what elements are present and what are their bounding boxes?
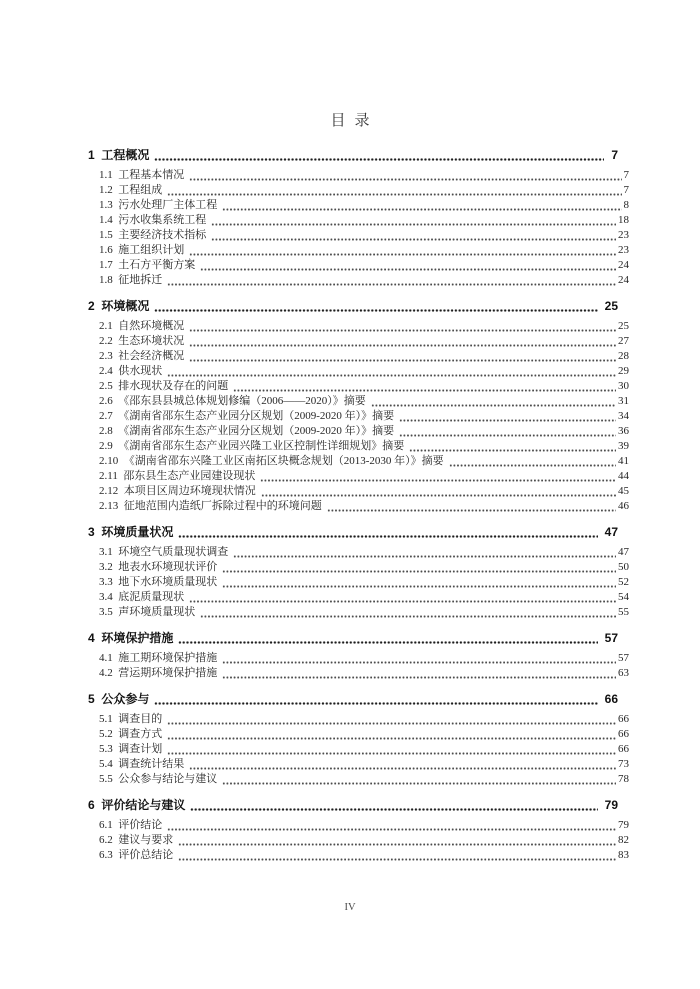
toc-entry-label: 2.3 社会经济概况 — [99, 350, 185, 362]
toc-sub-entry[interactable] — [88, 772, 629, 787]
dot-leader — [167, 283, 616, 286]
toc-sub-entry[interactable] — [88, 666, 629, 681]
dot-leader — [189, 767, 616, 770]
page-title: 目录 — [330, 113, 379, 129]
toc-entry-label: 2.9 《湖南省邵东生态产业园兴隆工业区控制性详细规划》摘要 — [99, 440, 405, 452]
toc-entry-page: 44 — [618, 470, 629, 482]
toc-entry-label: 2.7 《湖南省邵东生态产业园分区规划（2009-2020 年）》摘要 — [99, 410, 395, 422]
toc-entry-label: 4.1 施工期环境保护措施 — [99, 652, 218, 664]
toc-sub-entry[interactable] — [88, 198, 629, 213]
toc-entry-page: 25 — [618, 320, 629, 332]
toc-entry-page: 78 — [618, 773, 629, 785]
toc-entry-label: 6.2 建议与要求 — [99, 834, 174, 846]
dot-leader — [222, 661, 616, 664]
dot-leader — [167, 193, 621, 196]
toc-entry-page: 50 — [618, 561, 629, 573]
toc-entry-page: 82 — [618, 834, 629, 846]
toc-sub-entry[interactable] — [88, 424, 629, 439]
toc-entry-label: 4.2 营运期环境保护措施 — [99, 667, 218, 679]
dot-leader — [167, 722, 616, 725]
toc-entry-page: 79 — [604, 798, 618, 812]
toc-sub-entry[interactable] — [88, 469, 629, 484]
dot-leader — [200, 615, 616, 618]
toc-entry-page: 36 — [618, 425, 629, 437]
dot-leader — [222, 208, 621, 211]
toc-entry-page: 73 — [618, 758, 629, 770]
toc-sub-entry[interactable] — [88, 183, 629, 198]
toc-entry-page: 39 — [618, 440, 629, 452]
dot-leader — [189, 329, 616, 332]
toc-sub-entry[interactable] — [88, 590, 629, 605]
toc-entry-page: 34 — [618, 410, 629, 422]
toc-entry-label: 1.3 污水处理厂主体工程 — [99, 199, 218, 211]
toc-entry-page: 29 — [618, 365, 629, 377]
toc-entry-label: 2 环境概况 — [88, 299, 150, 313]
toc-entry-label: 1.5 主要经济技术指标 — [99, 229, 207, 241]
toc-sub-entry[interactable] — [88, 833, 629, 848]
toc-sub-entry[interactable] — [88, 545, 629, 560]
toc-sub-entry[interactable] — [88, 319, 629, 334]
dot-leader — [399, 419, 616, 422]
toc-section-entry[interactable] — [88, 524, 618, 540]
dot-leader — [189, 178, 621, 181]
toc-sub-entry[interactable] — [88, 258, 629, 273]
toc-sub-entry[interactable] — [88, 228, 629, 243]
toc-entry-page: 24 — [618, 274, 629, 286]
toc-sub-entry[interactable] — [88, 742, 629, 757]
toc-sub-entry[interactable] — [88, 848, 629, 863]
toc-sub-entry[interactable] — [88, 712, 629, 727]
toc-entry-page: 79 — [618, 819, 629, 831]
toc-sub-entry[interactable] — [88, 394, 629, 409]
dot-leader — [154, 702, 597, 705]
dot-leader — [327, 509, 616, 512]
toc-sub-entry[interactable] — [88, 273, 629, 288]
dot-leader — [178, 641, 597, 644]
toc-section-entry[interactable] — [88, 298, 618, 314]
toc-entry-page: 31 — [618, 395, 629, 407]
toc-entry-label: 5.1 调查目的 — [99, 713, 163, 725]
toc-entry-label: 3.2 地表水环境现状评价 — [99, 561, 218, 573]
toc-entry-label: 2.10 《湖南省邵东兴隆工业区南拓区块概念规划（2013-2030 年）》摘要 — [99, 455, 444, 467]
toc-entry-label: 2.11 邵东县生态产业园建设现状 — [99, 470, 256, 482]
toc-entry-page: 47 — [604, 525, 618, 539]
toc-entry-label: 2.2 生态环境状况 — [99, 335, 185, 347]
toc-sub-entry[interactable] — [88, 364, 629, 379]
toc-sub-entry[interactable] — [88, 818, 629, 833]
dot-leader — [154, 309, 597, 312]
dot-leader — [233, 389, 616, 392]
toc-entry-label: 5.2 调查方式 — [99, 728, 163, 740]
dot-leader — [222, 782, 616, 785]
toc-entry-label: 6.1 评价结论 — [99, 819, 163, 831]
dot-leader — [154, 158, 604, 161]
toc-sub-entry[interactable] — [88, 168, 629, 183]
toc-entry-label: 2.6 《邵东县县城总体规划修编（2006——2020）》摘要 — [99, 395, 366, 407]
toc-entry-label: 1.2 工程组成 — [99, 184, 163, 196]
dot-leader — [189, 600, 616, 603]
toc-entry-page: 47 — [618, 546, 629, 558]
toc-entry-label: 1.4 污水收集系统工程 — [99, 214, 207, 226]
toc-section-entry[interactable] — [88, 630, 618, 646]
toc-entry-page: 24 — [618, 259, 629, 271]
toc-entry-page: 23 — [618, 244, 629, 256]
dot-leader — [189, 253, 616, 256]
toc-entry-page: 7 — [623, 184, 629, 196]
toc-sub-entry[interactable] — [88, 349, 629, 364]
toc-entry-page: 66 — [618, 713, 629, 725]
toc-entry-page: 8 — [623, 199, 629, 211]
toc-entry-page: 46 — [618, 500, 629, 512]
toc-section-entry[interactable] — [88, 691, 618, 707]
toc-sub-entry[interactable] — [88, 334, 629, 349]
toc-entry-label: 3.3 地下水环境质量现状 — [99, 576, 218, 588]
toc-entry-label: 1.7 土石方平衡方案 — [99, 259, 196, 271]
dot-leader — [167, 828, 616, 831]
toc-entry-page: 83 — [618, 849, 629, 861]
toc-entry-label: 2.1 自然环境概况 — [99, 320, 185, 332]
dot-leader — [190, 808, 597, 811]
toc-entry-label: 1.6 施工组织计划 — [99, 244, 185, 256]
toc-entry-page: 57 — [618, 652, 629, 664]
toc-sub-entry[interactable] — [88, 605, 629, 620]
toc-entry-label: 6 评价结论与建议 — [88, 798, 186, 812]
dot-leader — [189, 359, 616, 362]
toc-sub-entry[interactable] — [88, 499, 629, 514]
toc-entry-label: 5.4 调查统计结果 — [99, 758, 185, 770]
toc-entry-label: 5.5 公众参与结论与建议 — [99, 773, 218, 785]
toc-section-entry[interactable] — [88, 797, 618, 813]
toc-sub-entry[interactable] — [88, 454, 629, 469]
toc-sub-entry[interactable] — [88, 575, 629, 590]
toc-entry-label: 4 环境保护措施 — [88, 631, 174, 645]
toc-list — [88, 137, 629, 863]
toc-sub-entry[interactable] — [88, 651, 629, 666]
toc-entry-page: 30 — [618, 380, 629, 392]
toc-section-entry[interactable] — [88, 147, 618, 163]
toc-entry-label: 2.13 征地范围内造纸厂拆除过程中的环境问题 — [99, 500, 322, 512]
toc-entry-page: 66 — [618, 728, 629, 740]
toc-sub-entry[interactable] — [88, 243, 629, 258]
toc-sub-entry[interactable] — [88, 213, 629, 228]
toc-entry-page: 7 — [623, 169, 629, 181]
toc-entry-label: 2.12 本项目区周边环境现状情况 — [99, 485, 256, 497]
dot-leader — [371, 404, 616, 407]
toc-entry-label: 3.4 底泥质量现状 — [99, 591, 185, 603]
toc-entry-label: 2.5 排水现状及存在的问题 — [99, 380, 229, 392]
dot-leader — [449, 464, 616, 467]
toc-entry-label: 3.1 环境空气质量现状调查 — [99, 546, 229, 558]
toc-entry-page: 23 — [618, 229, 629, 241]
toc-entry-page: 63 — [618, 667, 629, 679]
dot-leader — [167, 752, 616, 755]
toc-sub-entry[interactable] — [88, 757, 629, 772]
dot-leader — [222, 676, 616, 679]
toc-entry-page: 66 — [618, 743, 629, 755]
toc-entry-label: 3.5 声环境质量现状 — [99, 606, 196, 618]
dot-leader — [178, 858, 616, 861]
toc-entry-label: 1.8 征地拆迁 — [99, 274, 163, 286]
dot-leader — [178, 535, 597, 538]
dot-leader — [399, 434, 616, 437]
dot-leader — [222, 585, 616, 588]
toc-sub-entry[interactable] — [88, 379, 629, 394]
dot-leader — [233, 555, 616, 558]
toc-entry-page: 27 — [618, 335, 629, 347]
toc-entry-label: 1 工程概况 — [88, 148, 150, 162]
dot-leader — [167, 374, 616, 377]
toc-entry-page: 45 — [618, 485, 629, 497]
toc-entry-page: 18 — [618, 214, 629, 226]
toc-sub-entry[interactable] — [88, 439, 629, 454]
toc-entry-label: 2.8 《湖南省邵东生态产业园分区规划（2009-2020 年）》摘要 — [99, 425, 395, 437]
dot-leader — [211, 223, 616, 226]
toc-entry-page: 66 — [604, 692, 618, 706]
toc-entry-label: 2.4 供水现状 — [99, 365, 163, 377]
page-number-footer: IV — [344, 902, 356, 913]
toc-sub-entry[interactable] — [88, 484, 629, 499]
dot-leader — [222, 570, 616, 573]
toc-entry-page: 7 — [611, 148, 618, 162]
toc-entry-label: 3 环境质量状况 — [88, 525, 174, 539]
toc-sub-entry[interactable] — [88, 409, 629, 424]
dot-leader — [261, 494, 616, 497]
toc-entry-label: 1.1 工程基本情况 — [99, 169, 185, 181]
toc-entry-page: 41 — [618, 455, 629, 467]
toc-sub-entry[interactable] — [88, 727, 629, 742]
toc-entry-page: 57 — [604, 631, 618, 645]
dot-leader — [189, 344, 616, 347]
toc-sub-entry[interactable] — [88, 560, 629, 575]
dot-leader — [260, 479, 616, 482]
dot-leader — [211, 238, 616, 241]
dot-leader — [167, 737, 616, 740]
dot-leader — [178, 843, 616, 846]
dot-leader — [200, 268, 616, 271]
toc-entry-page: 25 — [604, 299, 618, 313]
dot-leader — [409, 449, 616, 452]
toc-entry-label: 5.3 调查计划 — [99, 743, 163, 755]
toc-entry-page: 52 — [618, 576, 629, 588]
toc-entry-page: 28 — [618, 350, 629, 362]
toc-entry-page: 54 — [618, 591, 629, 603]
toc-entry-label: 6.3 评价总结论 — [99, 849, 174, 861]
toc-entry-page: 55 — [618, 606, 629, 618]
toc-entry-label: 5 公众参与 — [88, 692, 150, 706]
